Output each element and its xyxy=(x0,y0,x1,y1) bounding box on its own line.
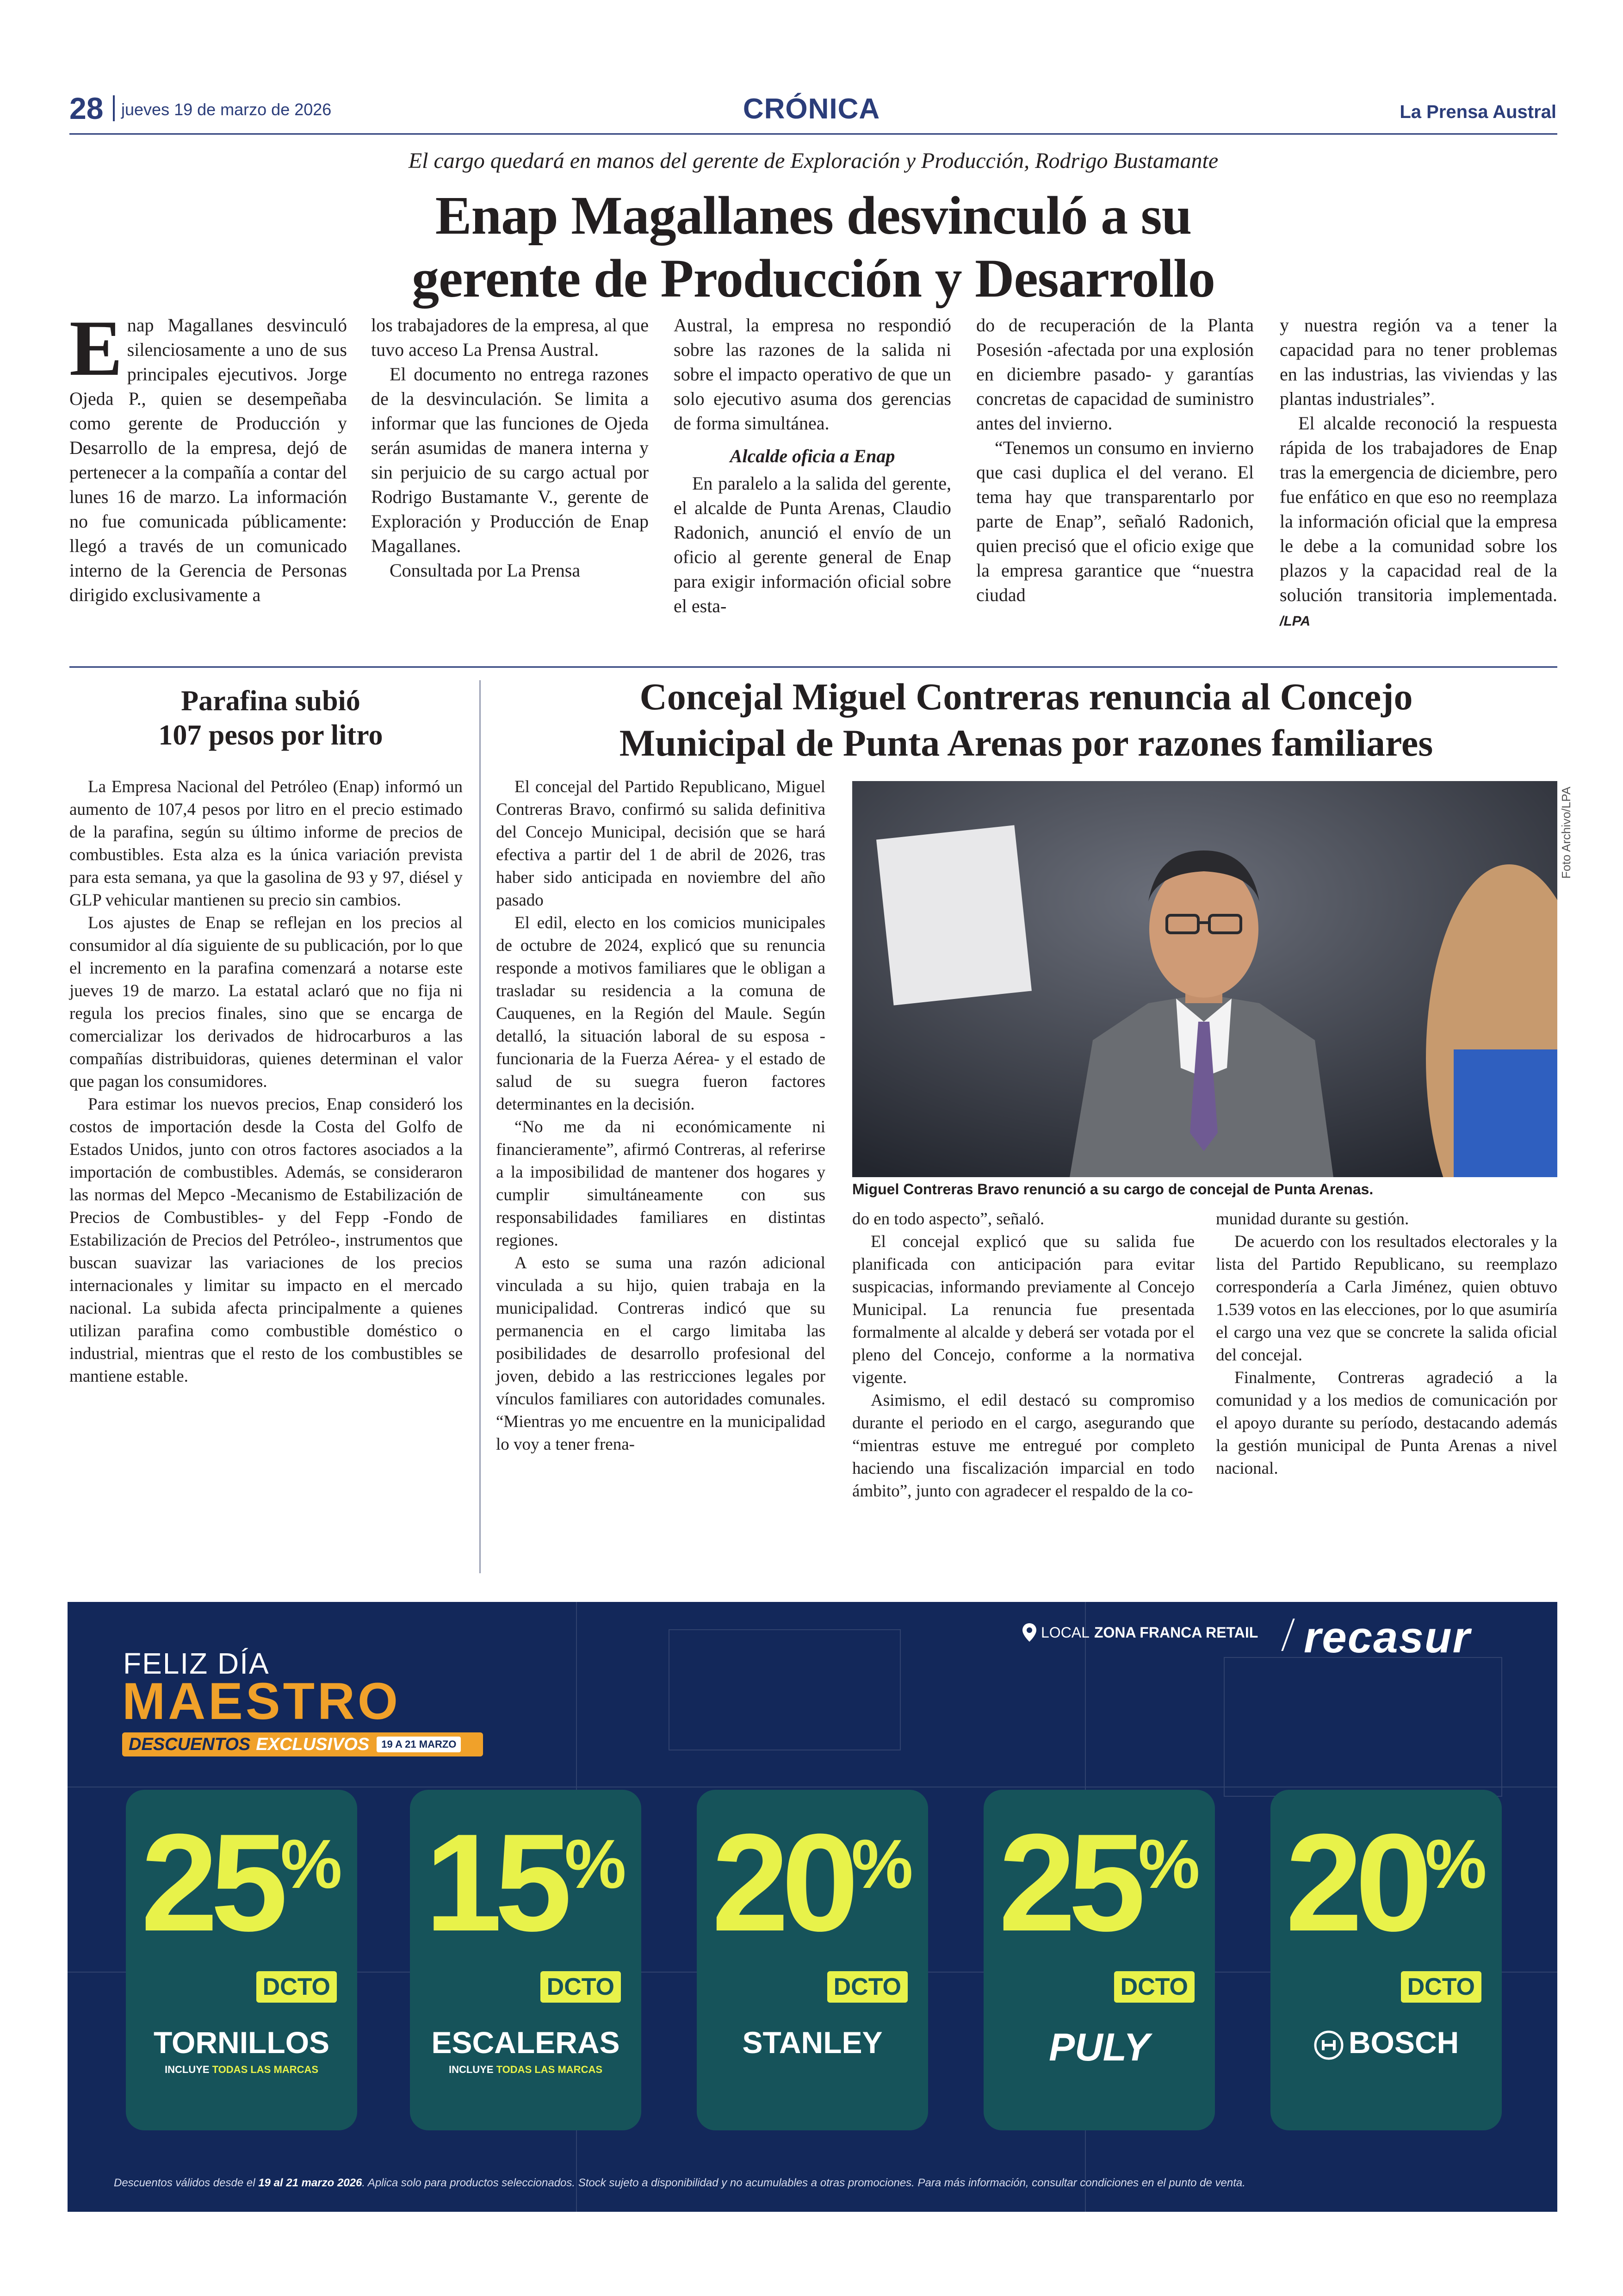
dcto-label: DCTO xyxy=(1401,1971,1481,2003)
concejal-col2-p3: Asimismo, el edil destacó su compromiso durante el periodo en el cargo, asegurando que “mientras estuve me entregué por completo haciendo una fiscalización imparcial en todo ámbito”, junto con agradecer el respaldo de la co- xyxy=(852,1391,1195,1501)
dcto-label: DCTO xyxy=(540,1971,621,2003)
ad-location-label: LOCAL xyxy=(1041,1624,1090,1641)
page-date: jueves 19 de marzo de 2026 xyxy=(121,100,332,119)
ad-location xyxy=(1022,1623,1258,1642)
main-story-headline xyxy=(69,184,1557,310)
main-col5-p1: y nuestra región va a tener la capacidad para no tener problemas en las industrias, las viviendas y las plantas industriales”. xyxy=(1280,315,1557,409)
main-col3-p1: Austral, la empresa no respondió sobre las razones de la salida ni sobre el impacto operativo de que un solo ejecutivo asuma dos gerencias de forma simultánea. xyxy=(674,315,951,434)
discount-card-puly[interactable] xyxy=(984,1790,1215,2130)
column-rule xyxy=(479,680,481,1573)
discount-card-tornillos[interactable] xyxy=(126,1790,357,2130)
main-story-column-5 xyxy=(1280,313,1557,633)
page-number: 28 xyxy=(69,91,104,125)
discount-includes: INCLUYE TODAS LAS MARCAS xyxy=(164,2064,319,2075)
concejal-col3-p2: De acuerdo con los resultados electorales y la lista del Partido Republicano, su reemplazo correspondería a Carla Jiménez, quien obtuvo 1.539 votos en las elecciones, por lo que asumiría el cargo una vez que se concrete la salida oficial del concejal. xyxy=(1216,1232,1557,1365)
discount-percent: 15% xyxy=(425,1805,626,1960)
main-col5-p2: El alcalde reconoció la respuesta rápida de los trabajadores de Enap tras la emergencia de diciembre, pero fue enfático en que eso no reemplaza la información oficial que la empresa le debe a la comunidad sobre los plazos y la capacidad real de la solución transitoria implementada. xyxy=(1280,413,1557,605)
concejal-col2-p1: do en todo aspecto”, señaló. xyxy=(852,1210,1045,1229)
main-col4-p1: do de recuperación de la Planta Posesión -afectada por una explosión en diciembre pasado- y garantías concretas de capacidad de suministro antes del invierno. xyxy=(976,315,1254,434)
ad-descuentos: DESCUENTOS xyxy=(129,1734,251,1754)
bosch-armature-icon xyxy=(1313,2030,1344,2060)
concejal-headline-line2: Municipal de Punta Arenas por razones familiares xyxy=(619,722,1433,764)
main-story-kicker: El cargo quedará en manos del gerente de Exploración y Producción, Rodrigo Bustamante xyxy=(408,149,1219,173)
page-number-divider xyxy=(113,95,115,121)
concejal-col1-p1: El concejal del Partido Republicano, Miguel Contreras Bravo, confirmó su salida definitiva del Concejo Municipal, decisión que se hará efectiva a partir del 1 de abril de 2026, tras haber sido anticipada en noviembre del año pasado xyxy=(496,777,825,910)
newspaper-name: La Prensa Austral xyxy=(1400,102,1556,122)
discount-percent: 20% xyxy=(1285,1805,1487,1960)
drop-cap: E xyxy=(69,304,123,392)
parafina-p3: Para estimar los nuevos precios, Enap consideró los costos de importación desde la Costa del Golfo de Estados Unidos, junto con otros factores asociados a la importación de combustibles. Además, se consideraron las normas del Mepco -Mecanismo de Estabilización de Precios de Combustibles- y del Fepp -Fondo de Estabilización de Precios del Petróleo-, instrumentos que buscan suavizar las variaciones de los precios internacionales y limitar su impacto en el mercado nacional. La subida afecta principalmente a quienes utilizan parafina como combustible doméstico o industrial, mientras que el resto de los combustibles se mantiene estable. xyxy=(69,1095,463,1386)
parafina-body xyxy=(69,776,463,1388)
discount-card-stanley[interactable] xyxy=(697,1790,928,2130)
photo-credit: Foto Archivo/LPA xyxy=(1559,787,1573,879)
dcto-label: DCTO xyxy=(827,1971,908,2003)
ad-exclusivos: EXCLUSIVOS xyxy=(256,1734,370,1754)
advertisement[interactable] xyxy=(68,1602,1557,2212)
parafina-headline-line1: Parafina subió xyxy=(181,685,360,717)
stanley-logo: STANLEY xyxy=(742,2025,883,2060)
parafina-headline-line2: 107 pesos por litro xyxy=(158,720,383,751)
discount-product-name: TORNILLOS xyxy=(153,2025,330,2060)
ad-disclaimer: Descuentos válidos desde el 19 al 21 marzo 2026. Aplica solo para productos seleccionados. Stock sujeto a disponibilidad y no acumulables a otras promociones. Para más información, consultar condiciones en el punto de venta. xyxy=(114,2177,1245,2189)
dcto-label: DCTO xyxy=(1114,1971,1195,2003)
recasur-logo: recasur xyxy=(1304,1613,1471,1662)
ad-feliz-dia: FELIZ DÍA xyxy=(123,1647,270,1680)
concejal-photo-illustration xyxy=(852,781,1557,1177)
main-col4-p2: “Tenemos un consumo en invierno que casi duplica el del verano. El tema hay que transparentarlo por parte de Enap”, señaló Radonich, quien precisó que el oficio exige que la empresa garantice que “nuestra ciudad xyxy=(976,437,1254,605)
parafina-headline xyxy=(69,684,472,752)
discount-percent: 25% xyxy=(998,1805,1200,1960)
concejal-photo xyxy=(852,781,1557,1177)
concejal-col3-p3: Finalmente, Contreras agradeció a la comunidad y a los medios de comunicación por el apoyo durante su período, destacando además la gestión municipal de Punta Arenas a nivel nacional. xyxy=(1216,1368,1557,1478)
main-col3-p2: En paralelo a la salida del gerente, el alcalde de Punta Arenas, Claudio Radonich, anunció el envío de un oficio al gerente general de Enap para exigir información oficial sobre el esta- xyxy=(674,473,951,616)
main-subhead: Alcalde oficia a Enap xyxy=(730,446,895,466)
main-signature: /LPA xyxy=(1280,614,1311,629)
story-separator xyxy=(69,666,1557,668)
ad-maestro: MAESTRO xyxy=(122,1672,401,1730)
ad-dates-badge: 19 A 21 MARZO xyxy=(377,1737,461,1752)
section-name: CRÓNICA xyxy=(743,93,880,125)
main-story-column-1 xyxy=(69,304,347,607)
puly-logo: PULY xyxy=(1049,2025,1150,2069)
discount-card-bosch[interactable] xyxy=(1270,1790,1502,2130)
concejal-col2-p2: El concejal explicó que su salida fue planificada con anticipación para evitar suspicacias, informando previamente al Concejo Municipal. La renuncia fue presentada formalmente al alcalde y deberá ser votada por el pleno del Concejo, conforme a la normativa vigente. xyxy=(852,1232,1195,1387)
main-col2-p3: Consultada por La Prensa xyxy=(390,560,581,581)
concejal-column-2 xyxy=(852,1208,1195,1502)
concejal-column-3 xyxy=(1216,1208,1557,1480)
concejal-headline xyxy=(495,674,1557,766)
concejal-col1-p3: “No me da ni económicamente ni financieramente”, afirmó Contreras, al referirse a la imposibilidad de mantener dos hogares y cumplir simultáneamente con sus responsabilidades familiares en distintas regiones. xyxy=(496,1117,825,1250)
discount-includes: INCLUYE TODAS LAS MARCAS xyxy=(448,2064,603,2075)
discount-card-escaleras[interactable] xyxy=(410,1790,641,2130)
main-col1-text: nap Magallanes desvinculó silenciosamente a uno de sus principales ejecutivos. Jorge Ojeda P., quien se desempeñaba como gerente de Producción y Desarrollo de la empresa, dejó de pertenecer a la compañía a contar del lunes 16 de marzo. La información no fue comunicada públicamente: llegó a través de un comunicado interno de la Gerencia de Personas dirigido exclusivamente a xyxy=(69,315,347,605)
parafina-p1: La Empresa Nacional del Petróleo (Enap) informó un aumento de 107,4 pesos por litro en el precio estimado de la parafina, según su último informe de precios de combustibles. Esta alza es la única variación prevista para esta semana, ya que la gasolina de 93 y 97, diésel y GLP vehicular mantienen su precio sin cambios. xyxy=(69,777,463,910)
concejal-column-1 xyxy=(496,776,825,1456)
location-pin-icon xyxy=(1022,1623,1036,1642)
main-headline-line2: gerente de Producción y Desarrollo xyxy=(412,248,1215,309)
discount-percent: 25% xyxy=(141,1805,342,1960)
main-story-column-3 xyxy=(674,313,951,618)
ad-promo-strip xyxy=(122,1732,483,1756)
parafina-p2: Los ajustes de Enap se reflejan en los precios al consumidor al día siguiente de su publicación, por lo que el incremento en la parafina comenzará a notarse este jueves 19 de marzo. La estatal aclaró que no fija ni regula los precios finales, sino que se encarga de comercializar los derivados de hidrocarburos a las compañías distribuidoras, quienes determinan el valor que pagan los consumidores. xyxy=(69,913,463,1091)
concejal-col3-p1: munidad durante su gestión. xyxy=(1216,1210,1409,1229)
concejal-col1-p2: El edil, electo en los comicios municipales de octubre de 2024, explicó que su renuncia responde a motivos familiares que le obligan a trasladar su residencia a la comuna de Cauquenes, en la Región del Maule. Según detalló, la situación laboral de su esposa -funcionaria de la Fuerza Aérea- y el estado de salud de su suegra fueron factores determinantes en la decisión. xyxy=(496,913,825,1114)
ad-location-name: ZONA FRANCA RETAIL xyxy=(1094,1624,1258,1641)
bosch-logo: BOSCH xyxy=(1270,2025,1502,2060)
main-story-column-2 xyxy=(371,313,649,583)
discount-product-name: ESCALERAS xyxy=(431,2025,620,2060)
main-headline-line1: Enap Magallanes desvinculó a su xyxy=(435,185,1192,246)
header-rule xyxy=(69,133,1557,135)
main-col2-p2: El documento no entrega razones de la desvinculación. Se limita a informar que las funciones de Ojeda serán asumidas de manera interna y sin perjuicio de su cargo actual por Rodrigo Bustamante V., gerente de Exploración y Producción de Enap Magallanes. xyxy=(371,364,649,556)
concejal-headline-line1: Concejal Miguel Contreras renuncia al Concejo xyxy=(639,676,1413,718)
photo-caption: Miguel Contreras Bravo renunció a su cargo de concejal de Punta Arenas. xyxy=(852,1181,1374,1198)
main-story-column-4 xyxy=(976,313,1254,607)
concejal-col1-p4: A esto se suma una razón adicional vinculada a su hijo, quien trabaja en la municipalidad. Contreras indicó que su permanencia en el cargo limitaba las posibilidades de desarrollo profesional del joven, debido a las restricciones legales por vínculos familiares con autoridades comunales. “Mientras yo me encuentre en la municipalidad lo voy a tener frena- xyxy=(496,1253,825,1454)
main-col2-p1: los trabajadores de la empresa, al que tuvo acceso La Prensa Austral. xyxy=(371,315,649,360)
discount-percent: 20% xyxy=(712,1805,913,1960)
dcto-label: DCTO xyxy=(256,1971,337,2003)
